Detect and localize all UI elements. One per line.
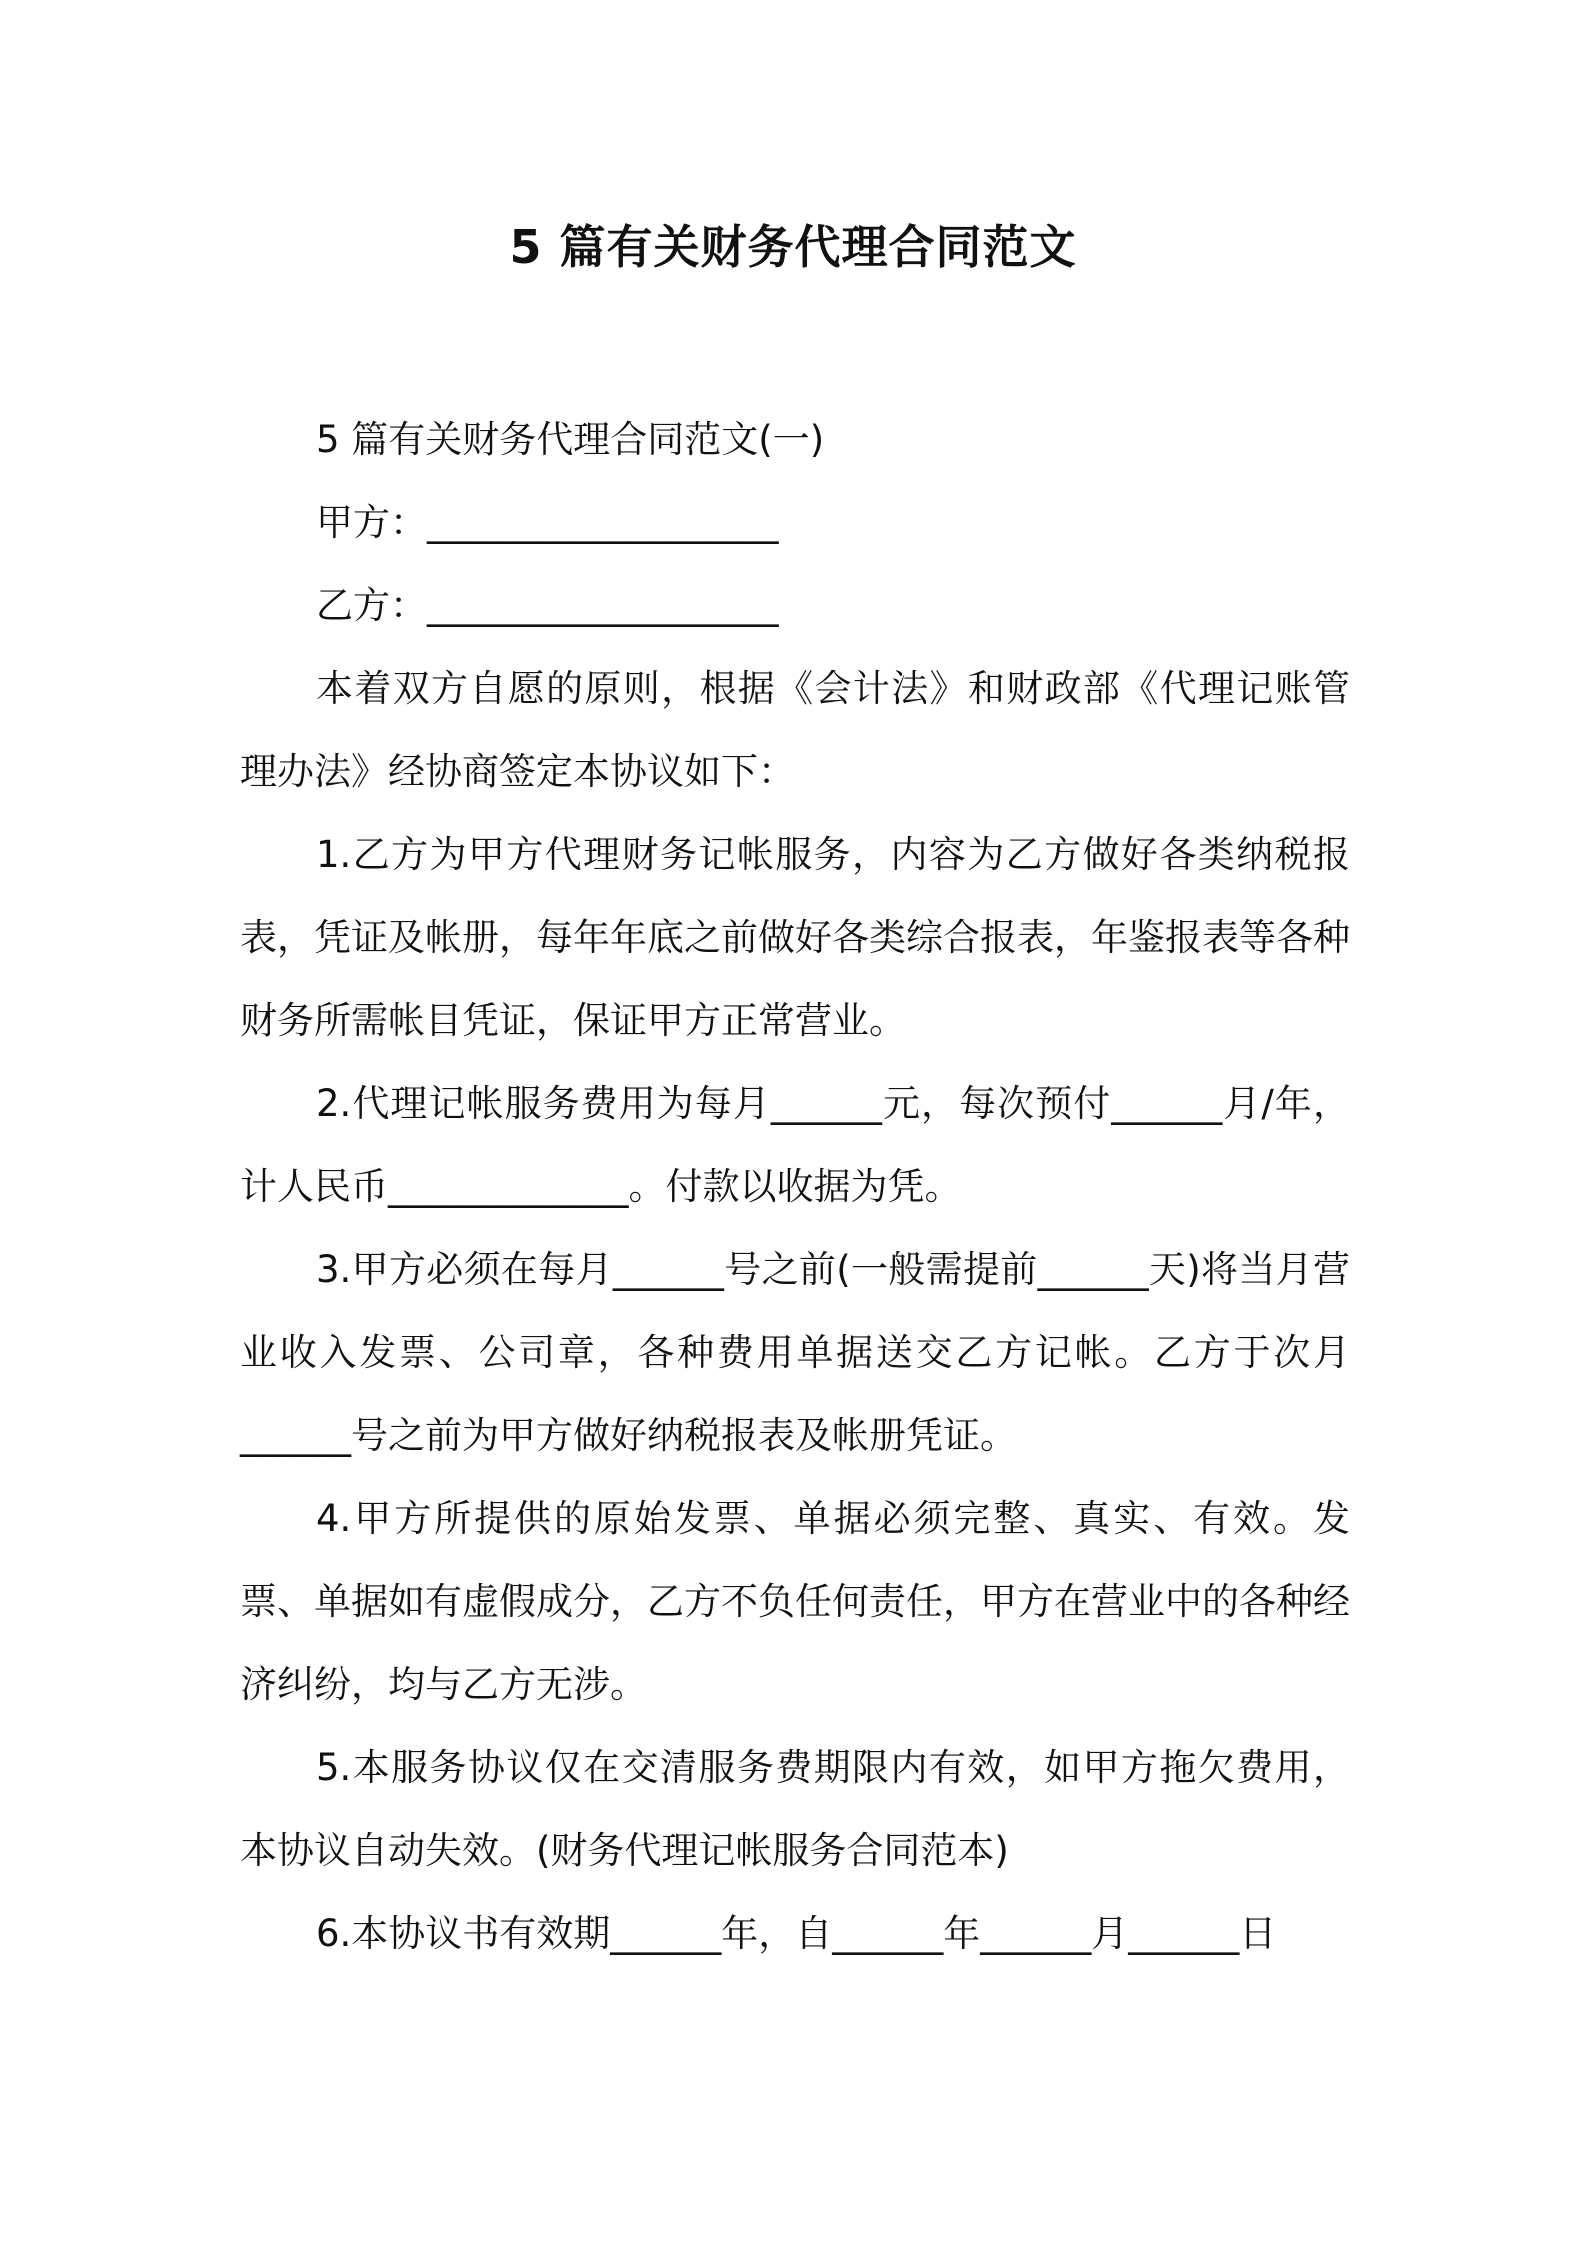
document-title: 5 篇有关财务代理合同范文: [509, 220, 1077, 274]
clause-3: 3.甲方必须在每月______号之前(一般需提前______天)将当月营业收入发票、公司章，各种费用单据送交乙方记帐。乙方于次月______号之前为甲方做好纳税报表及帐册凭证。: [240, 1248, 1350, 1457]
clause-2: 2.代理记帐服务费用为每月______元，每次预付______月/年，计人民币_____________。付款以收据为凭。: [240, 1082, 1350, 1208]
party-a-line: 甲方：___________________: [316, 501, 779, 544]
clause-4: 4.甲方所提供的原始发票、单据必须完整、真实、有效。发票、单据如有虚假成分，乙方不负任何责任，甲方在营业中的各种经济纠纷，均与乙方无涉。: [240, 1497, 1350, 1706]
clause-6: 6.本协议书有效期______年，自______年______月______日: [316, 1912, 1277, 1955]
clause-5: 5.本服务协议仅在交清服务费期限内有效，如甲方拖欠费用，本协议自动失效。(财务代理记帐服务合同范本): [240, 1746, 1350, 1872]
preamble-paragraph: 本着双方自愿的原则，根据《会计法》和财政部《代理记账管理办法》经协商签定本协议如下：: [240, 667, 1350, 793]
party-b-line: 乙方：___________________: [316, 584, 779, 627]
clause-1: 1.乙方为甲方代理财务记帐服务，内容为乙方做好各类纳税报表，凭证及帐册，每年年底之前做好各类综合报表，年鉴报表等各种财务所需帐目凭证，保证甲方正常营业。: [240, 833, 1350, 1042]
document-body: [240, 398, 1350, 1975]
section-heading: 5 篇有关财务代理合同范文(一): [316, 418, 825, 461]
